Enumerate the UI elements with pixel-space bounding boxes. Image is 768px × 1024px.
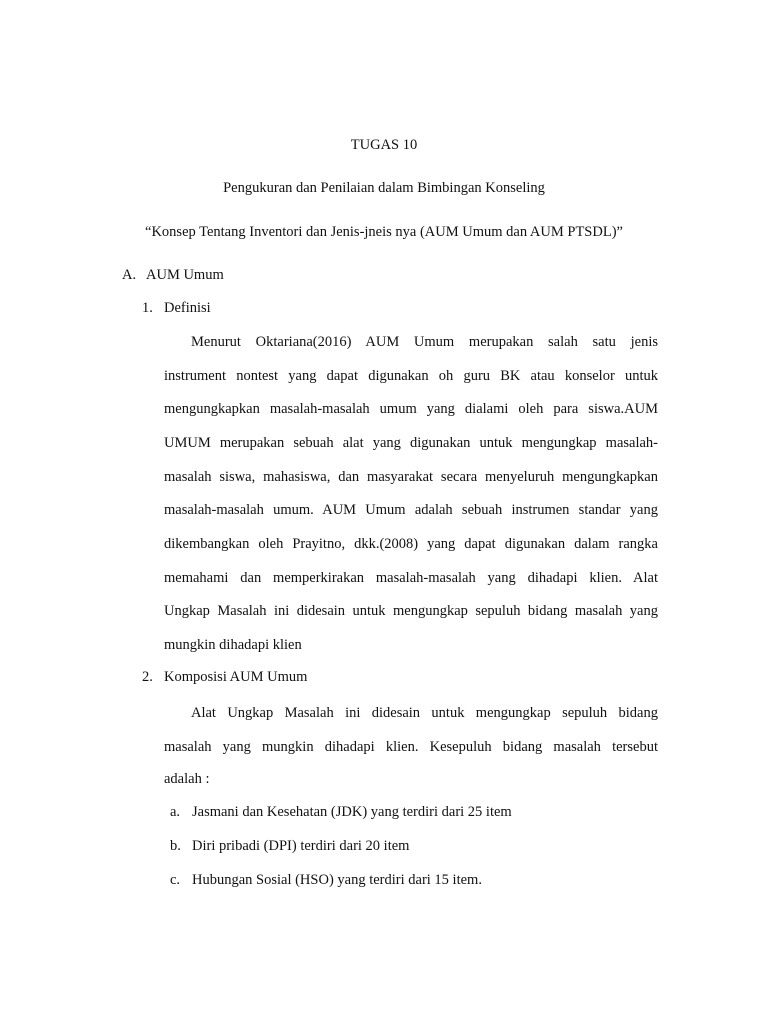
subitem-b-marker: b.	[170, 838, 181, 854]
paragraph-line: Ungkap Masalah ini didesain untuk mengungkap sepuluh bidang masalah yang	[164, 603, 658, 619]
item-1-marker: 1.	[142, 300, 153, 316]
section-a-heading: AUM Umum	[146, 267, 224, 283]
document-title: TUGAS 10	[350, 137, 418, 153]
document-topic: “Konsep Tentang Inventori dan Jenis-jneis nya (AUM Umum dan AUM PTSDL)”	[145, 224, 623, 240]
paragraph-line: Alat Ungkap Masalah ini didesain untuk mengungkap sepuluh bidang	[191, 705, 658, 721]
paragraph-line: masalah yang mungkin dihadapi klien. Kesepuluh bidang masalah tersebut	[164, 739, 658, 755]
paragraph-line: instrument nontest yang dapat digunakan oh guru BK atau konselor untuk	[164, 368, 658, 384]
paragraph-line: dikembangkan oleh Prayitno, dkk.(2008) yang dapat digunakan dalam rangka	[164, 536, 658, 552]
paragraph-line: UMUM merupakan sebuah alat yang digunakan untuk mengungkap masalah-	[164, 435, 658, 451]
subitem-c-marker: c.	[170, 872, 181, 888]
subitem-b-text: Diri pribadi (DPI) terdiri dari 20 item	[192, 838, 410, 854]
item-2-marker: 2.	[142, 669, 153, 685]
document-subtitle: Pengukuran dan Penilaian dalam Bimbingan Konseling	[223, 180, 545, 196]
subitem-a-text: Jasmani dan Kesehatan (JDK) yang terdiri dari 25 item	[192, 804, 512, 820]
paragraph-line: mengungkapkan masalah-masalah umum yang dialami oleh para siswa.AUM	[164, 401, 658, 417]
subitem-a-marker: a.	[170, 804, 181, 820]
paragraph-line: memahami dan memperkirakan masalah-masalah yang dihadapi klien. Alat	[164, 570, 658, 586]
paragraph-line: adalah :	[164, 771, 210, 787]
item-1-heading: Definisi	[164, 300, 211, 316]
paragraph-line: masalah-masalah umum. AUM Umum adalah sebuah instrumen standar yang	[164, 502, 658, 518]
paragraph-line: mungkin dihadapi klien	[164, 637, 302, 653]
subitem-c-text: Hubungan Sosial (HSO) yang terdiri dari 15 item.	[192, 872, 482, 888]
item-2-heading: Komposisi AUM Umum	[164, 669, 308, 685]
section-a-marker: A.	[122, 267, 137, 283]
paragraph-line: masalah siswa, mahasiswa, dan masyarakat secara menyeluruh mengungkapkan	[164, 469, 658, 485]
paragraph-line: Menurut Oktariana(2016) AUM Umum merupakan salah satu jenis	[191, 334, 658, 350]
